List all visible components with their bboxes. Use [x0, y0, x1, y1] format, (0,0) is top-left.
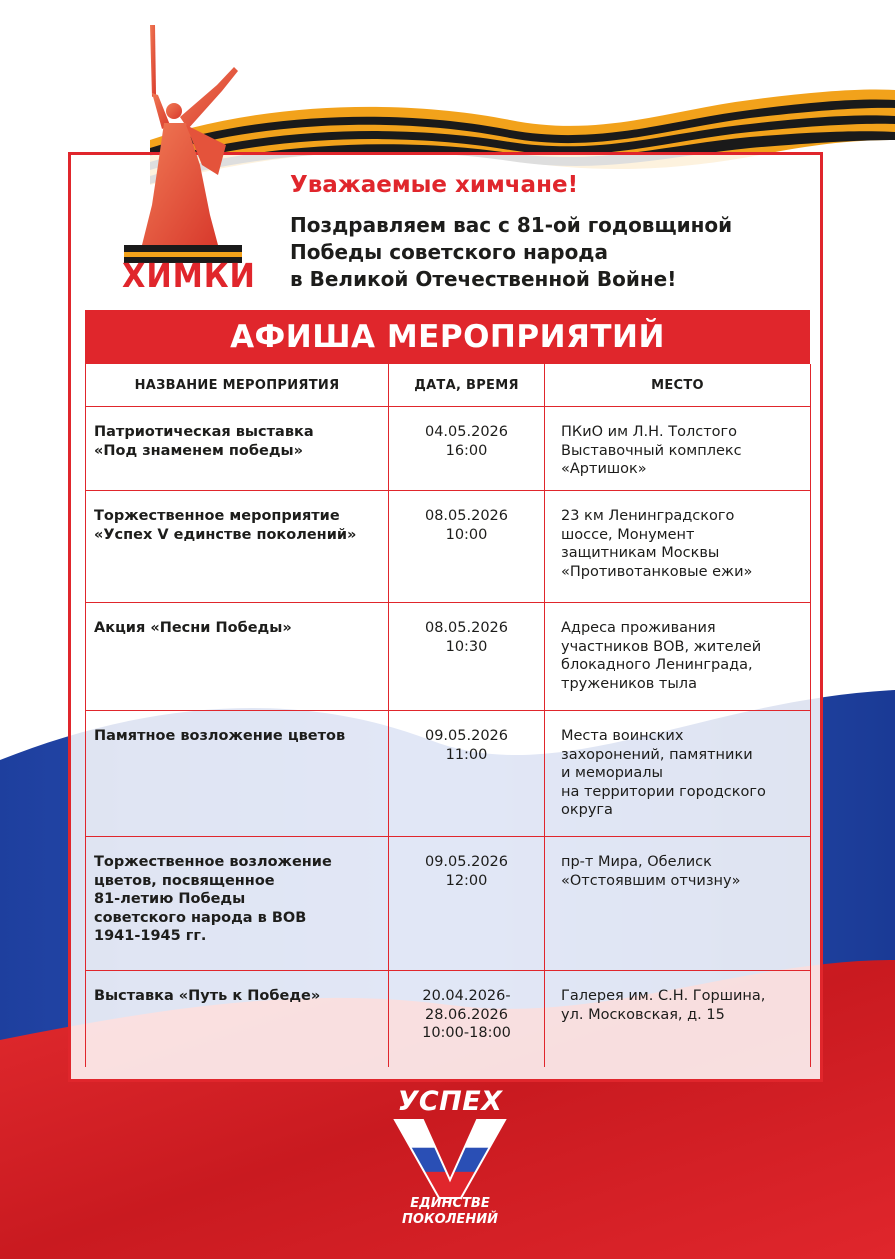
- table-row: [86, 603, 811, 711]
- events-table: [85, 364, 811, 1067]
- city-logo-text: ХИМКИ: [122, 256, 256, 295]
- event-name: Торжественное мероприятие «Успех V единстве поколений»: [86, 491, 389, 603]
- motherland-monument-icon: [122, 25, 252, 275]
- events-banner: АФИША МЕРОПРИЯТИЙ: [85, 310, 810, 364]
- table-row: [86, 837, 811, 971]
- greeting-title: Уважаемые химчане!: [290, 172, 579, 198]
- table-row: [86, 711, 811, 837]
- event-name: Выставка «Путь к Победе»: [86, 971, 389, 1067]
- congrats-line: Победы советского народа: [290, 240, 608, 264]
- event-date: 08.05.2026 10:00: [389, 491, 545, 603]
- event-date: 04.05.2026 16:00: [389, 407, 545, 491]
- event-name: Торжественное возложение цветов, посвященное 81-летию Победы советского народа в ВОВ 1941-1945 гг.: [86, 837, 389, 971]
- table-row: [86, 971, 811, 1067]
- event-name: Патриотическая выставка «Под знаменем победы»: [86, 407, 389, 491]
- event-place: Галерея им. С.Н. Горшина, ул. Московская, д. 15: [545, 971, 811, 1067]
- column-header-name: НАЗВАНИЕ МЕРОПРИЯТИЯ: [86, 364, 389, 407]
- congrats-line: в Великой Отечественной Войне!: [290, 267, 677, 291]
- event-place: ПКиО им Л.Н. Толстого Выставочный комплекс «Артишок»: [545, 407, 811, 491]
- event-place: 23 км Ленинградского шоссе, Монумент защитникам Москвы «Противотанковые ежи»: [545, 491, 811, 603]
- table-header-row: [86, 364, 811, 407]
- event-date: 09.05.2026 12:00: [389, 837, 545, 971]
- event-name: Памятное возложение цветов: [86, 711, 389, 837]
- event-name: Акция «Песни Победы»: [86, 603, 389, 711]
- event-date: 20.04.2026- 28.06.2026 10:00-18:00: [389, 971, 545, 1067]
- uspeh-logo-title: УСПЕХ: [397, 1086, 503, 1117]
- uspeh-logo-subtitle: [383, 1196, 517, 1228]
- event-date: 09.05.2026 11:00: [389, 711, 545, 837]
- event-place: пр-т Мира, Обелиск «Отстоявшим отчизну»: [545, 837, 811, 971]
- uspeh-sub-line: ЕДИНСТВЕ: [410, 1196, 490, 1211]
- column-header-place: МЕСТО: [545, 364, 811, 407]
- congratulation-text: [290, 212, 810, 293]
- event-date: 08.05.2026 10:30: [389, 603, 545, 711]
- event-place: Адреса проживания участников ВОВ, жителей блокадного Ленинграда, тружеников тыла: [545, 603, 811, 711]
- table-row: [86, 491, 811, 603]
- table-row: [86, 407, 811, 491]
- event-place: Места воинских захоронений, памятники и мемориалы на территории городского округа: [545, 711, 811, 837]
- column-header-date: ДАТА, ВРЕМЯ: [389, 364, 545, 407]
- uspeh-sub-line: ПОКОЛЕНИЙ: [402, 1212, 498, 1227]
- congrats-line: Поздравляем вас с 81-ой годовщиной: [290, 213, 733, 237]
